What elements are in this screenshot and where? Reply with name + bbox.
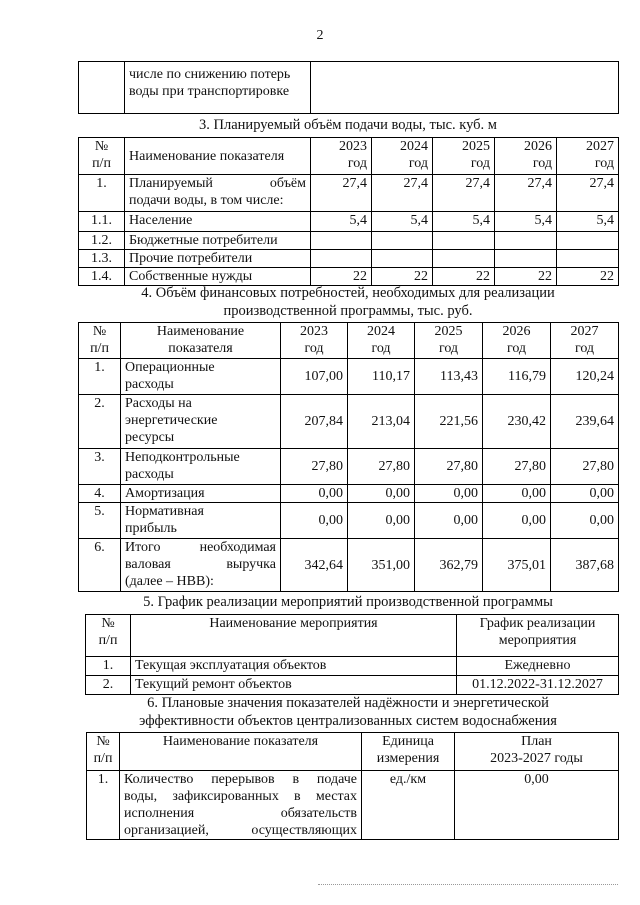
row-schedule: Ежедневно bbox=[457, 657, 619, 676]
year-header: 2023 год bbox=[311, 138, 372, 175]
table-row bbox=[79, 268, 619, 286]
row-value: 213,04 bbox=[348, 395, 415, 449]
row-value: 22 bbox=[311, 268, 372, 286]
table-header-row bbox=[79, 323, 619, 359]
row-value: 22 bbox=[372, 268, 433, 286]
cont-text-cell bbox=[125, 62, 311, 114]
table-row bbox=[79, 539, 619, 592]
section6-title: 6. Плановые значения показателей надёжности и энергетической эффективности объектов централизованных систем водоснабжения bbox=[139, 695, 557, 729]
section6-table bbox=[86, 732, 619, 840]
row-value: 27,4 bbox=[557, 175, 619, 212]
row-plan: 0,00 bbox=[455, 771, 619, 840]
row-name: Итого необходимая валовая выручка (далее – НВВ): bbox=[121, 539, 281, 592]
row-value: 0,00 bbox=[281, 503, 348, 539]
table-row bbox=[79, 359, 619, 395]
section4-table bbox=[78, 322, 619, 592]
row-value: 342,64 bbox=[281, 539, 348, 592]
continuation-table bbox=[78, 61, 619, 114]
row-value: 22 bbox=[557, 268, 619, 286]
row-value: 0,00 bbox=[483, 485, 551, 503]
row-name: Нормативная прибыль bbox=[121, 503, 281, 539]
row-value bbox=[433, 250, 495, 268]
row-value: 27,4 bbox=[495, 175, 557, 212]
row-value: 27,4 bbox=[433, 175, 495, 212]
row-value: 0,00 bbox=[483, 503, 551, 539]
row-value: 239,64 bbox=[551, 395, 619, 449]
row-value: 5,4 bbox=[311, 212, 372, 232]
row-value: 375,01 bbox=[483, 539, 551, 592]
row-value: 0,00 bbox=[551, 503, 619, 539]
row-value: 116,79 bbox=[483, 359, 551, 395]
row-name: Операционные расходы bbox=[121, 359, 281, 395]
year-header: 2024 год bbox=[348, 323, 415, 359]
row-number: 1. bbox=[79, 175, 125, 212]
row-value: 0,00 bbox=[415, 485, 483, 503]
table-row bbox=[79, 232, 619, 250]
year-header: 2023 год bbox=[281, 323, 348, 359]
cont-text-line: числе по снижению потерь bbox=[129, 67, 291, 82]
row-number: 1.2. bbox=[79, 232, 125, 250]
cont-num-cell bbox=[79, 62, 125, 114]
cont-empty-cell bbox=[311, 62, 619, 114]
row-value: 5,4 bbox=[495, 212, 557, 232]
row-number: 1. bbox=[87, 771, 120, 840]
row-value bbox=[495, 232, 557, 250]
row-unit: ед./км bbox=[362, 771, 455, 840]
section3-table bbox=[78, 137, 619, 286]
row-value: 27,80 bbox=[348, 449, 415, 485]
num-header: № п/п bbox=[79, 138, 125, 175]
row-value: 221,56 bbox=[415, 395, 483, 449]
row-value: 230,42 bbox=[483, 395, 551, 449]
year-header: 2026 год bbox=[483, 323, 551, 359]
table-row bbox=[79, 175, 619, 212]
row-number: 1.1. bbox=[79, 212, 125, 232]
name-header: Наименование показателя bbox=[121, 323, 281, 359]
row-value: 27,80 bbox=[415, 449, 483, 485]
row-value bbox=[557, 250, 619, 268]
row-value: 387,68 bbox=[551, 539, 619, 592]
table-row bbox=[86, 657, 619, 676]
section3-title: 3. Планируемый объём подачи воды, тыс. куб. м bbox=[199, 117, 497, 133]
row-value: 110,17 bbox=[348, 359, 415, 395]
section5-table bbox=[85, 614, 619, 695]
row-number: 1.3. bbox=[79, 250, 125, 268]
name-header: Наименование мероприятия bbox=[131, 615, 457, 657]
row-value bbox=[372, 232, 433, 250]
year-header: 2025 год bbox=[433, 138, 495, 175]
row-value: 0,00 bbox=[348, 503, 415, 539]
row-number: 1. bbox=[86, 657, 131, 676]
row-name: Количество перерывов в подаче воды, зафиксированных в местах исполнения обязательств организацией, осуществляющих bbox=[120, 771, 362, 840]
table-header-row bbox=[86, 615, 619, 657]
row-schedule: 01.12.2022-31.12.2027 bbox=[457, 676, 619, 695]
row-number: 3. bbox=[79, 449, 121, 485]
table-row bbox=[79, 449, 619, 485]
num-header: № п/п bbox=[86, 615, 131, 657]
row-name: Население bbox=[125, 212, 311, 232]
table-row bbox=[79, 485, 619, 503]
row-value: 0,00 bbox=[415, 503, 483, 539]
row-name: Текущая эксплуатация объектов bbox=[131, 657, 457, 676]
row-value: 0,00 bbox=[348, 485, 415, 503]
table-row bbox=[79, 250, 619, 268]
row-value bbox=[311, 250, 372, 268]
section4-title: 4. Объём финансовых потребностей, необходимых для реализации производственной программы, тыс. руб. bbox=[141, 285, 555, 319]
row-value: 207,84 bbox=[281, 395, 348, 449]
row-value: 5,4 bbox=[557, 212, 619, 232]
row-value: 5,4 bbox=[433, 212, 495, 232]
table-row bbox=[79, 503, 619, 539]
row-name: Текущий ремонт объектов bbox=[131, 676, 457, 695]
row-number: 1.4. bbox=[79, 268, 125, 286]
table-row bbox=[79, 395, 619, 449]
row-value: 120,24 bbox=[551, 359, 619, 395]
cont-text-line: воды при транспортировке bbox=[129, 84, 290, 99]
row-name: Амортизация bbox=[121, 485, 281, 503]
row-value: 0,00 bbox=[551, 485, 619, 503]
table-header-row bbox=[87, 733, 619, 771]
year-header: 2025 год bbox=[415, 323, 483, 359]
row-value: 362,79 bbox=[415, 539, 483, 592]
row-number: 1. bbox=[79, 359, 121, 395]
year-header: 2027 год bbox=[557, 138, 619, 175]
row-name: Расходы на энергетические ресурсы bbox=[121, 395, 281, 449]
plan-header: План 2023-2027 годы bbox=[455, 733, 619, 771]
year-header: 2024 год bbox=[372, 138, 433, 175]
num-header: № п/п bbox=[87, 733, 120, 771]
row-value: 27,4 bbox=[311, 175, 372, 212]
row-value: 351,00 bbox=[348, 539, 415, 592]
section5-title: 5. График реализации мероприятий производственной программы bbox=[143, 594, 553, 610]
row-name: Неподконтрольные расходы bbox=[121, 449, 281, 485]
row-number: 4. bbox=[79, 485, 121, 503]
row-name: Бюджетные потребители bbox=[125, 232, 311, 250]
footer-divider bbox=[318, 884, 618, 885]
row-value: 0,00 bbox=[281, 485, 348, 503]
row-number: 5. bbox=[79, 503, 121, 539]
row-value: 113,43 bbox=[415, 359, 483, 395]
row-number: 2. bbox=[79, 395, 121, 449]
year-header: 2026 год bbox=[495, 138, 557, 175]
row-value: 27,80 bbox=[281, 449, 348, 485]
row-value bbox=[495, 250, 557, 268]
row-number: 6. bbox=[79, 539, 121, 592]
row-value: 5,4 bbox=[372, 212, 433, 232]
row-name: Планируемый объём подачи воды, в том числе: bbox=[125, 175, 311, 212]
schedule-header: График реализации мероприятия bbox=[457, 615, 619, 657]
num-header: № п/п bbox=[79, 323, 121, 359]
row-value: 22 bbox=[433, 268, 495, 286]
row-value: 22 bbox=[495, 268, 557, 286]
year-header: 2027 год bbox=[551, 323, 619, 359]
row-name: Собственные нужды bbox=[125, 268, 311, 286]
page-number: 2 bbox=[316, 28, 324, 43]
row-name: Прочие потребители bbox=[125, 250, 311, 268]
table-row bbox=[87, 771, 619, 840]
table-row bbox=[86, 676, 619, 695]
row-value: 27,4 bbox=[372, 175, 433, 212]
table-header-row bbox=[79, 138, 619, 175]
name-header: Наименование показателя bbox=[125, 138, 311, 175]
row-value bbox=[311, 232, 372, 250]
row-value bbox=[557, 232, 619, 250]
table-row bbox=[79, 212, 619, 232]
row-number: 2. bbox=[86, 676, 131, 695]
row-value: 107,00 bbox=[281, 359, 348, 395]
row-value: 27,80 bbox=[551, 449, 619, 485]
row-value bbox=[372, 250, 433, 268]
name-header: Наименование показателя bbox=[120, 733, 362, 771]
row-value bbox=[433, 232, 495, 250]
unit-header: Единица измерения bbox=[362, 733, 455, 771]
row-value: 27,80 bbox=[483, 449, 551, 485]
